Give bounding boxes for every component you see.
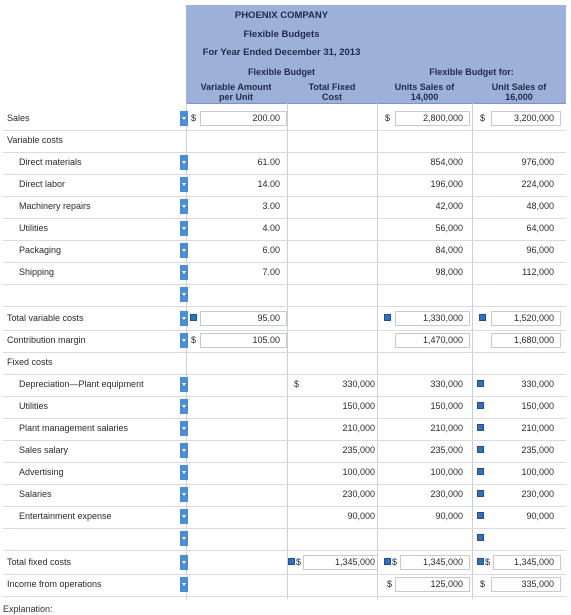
row-total-variable-costs [3, 308, 566, 331]
explanation-label: Explanation: [3, 604, 53, 614]
answer-marker-icon [477, 402, 484, 409]
dropdown-tab[interactable] [180, 531, 188, 546]
total-fixed-line1: Total Fixed [308, 82, 356, 92]
dropdown-tab[interactable] [180, 465, 188, 480]
row-machinery-repairs [3, 196, 566, 219]
dollar-sign: $ [387, 579, 393, 589]
row-label: Contribution margin [7, 335, 86, 345]
row-sales-salary [3, 440, 566, 463]
dropdown-tab[interactable] [180, 577, 188, 592]
row-entertainment-expense [3, 506, 566, 529]
row-blank [3, 528, 566, 551]
row-variable-costs-heading [3, 130, 566, 153]
units-16000-value: 210,000 [521, 423, 554, 433]
row-label: Machinery repairs [19, 201, 91, 211]
dropdown-tab[interactable] [180, 311, 188, 326]
row-advertising [3, 462, 566, 485]
row-label: Direct materials [19, 157, 82, 167]
row-depreciation [3, 374, 566, 397]
total-fixed-value: 1,345,000 [334, 557, 375, 567]
variable-amount-value: 105.00 [252, 335, 280, 345]
answer-marker-icon [384, 314, 391, 321]
row-label: Variable costs [7, 135, 63, 145]
row-fixed-costs-heading [3, 352, 566, 375]
variable-amount-value: 95.00 [257, 313, 280, 323]
row-utilities-variable [3, 218, 566, 241]
row-direct-materials [3, 152, 566, 175]
units-16000-line1: Unit Sales of [491, 82, 547, 92]
units-16000-value: 230,000 [521, 489, 554, 499]
row-label: Direct labor [19, 179, 66, 189]
row-salaries [3, 484, 566, 507]
report-title: Flexible Budgets [243, 29, 320, 40]
dollar-sign: $ [191, 335, 197, 345]
dollar-sign: $ [385, 113, 391, 123]
variable-amount-value: 3.00 [262, 201, 280, 211]
units-14000-line2: 14,000 [410, 92, 439, 102]
answer-marker-icon [477, 558, 484, 565]
units-16000-value: 1,520,000 [513, 313, 554, 323]
total-fixed-value: 90,000 [347, 511, 375, 521]
company-name: PHOENIX COMPANY [234, 10, 329, 21]
units-14000-value: 98,000 [435, 267, 463, 277]
row-blank [3, 284, 566, 307]
row-sales [3, 108, 566, 131]
answer-marker-icon [288, 558, 295, 565]
answer-marker-icon [477, 490, 484, 497]
units-16000-value: 150,000 [521, 401, 554, 411]
units-14000-value: 1,345,000 [422, 557, 463, 567]
row-label: Packaging [19, 245, 62, 255]
dropdown-tab[interactable] [180, 555, 188, 570]
dropdown-tab[interactable] [180, 265, 188, 280]
units-14000-value: 42,000 [435, 201, 463, 211]
units-16000-value: 48,000 [526, 201, 554, 211]
answer-marker-icon [477, 468, 484, 475]
answer-marker-icon [477, 534, 484, 541]
dollar-sign: $ [392, 557, 398, 567]
units-14000-value: 125,000 [430, 579, 463, 589]
dropdown-tab[interactable] [180, 199, 188, 214]
units-14000-value: 1,330,000 [422, 313, 463, 323]
variable-amount-line1: Variable Amount [200, 82, 272, 92]
dropdown-tab[interactable] [180, 399, 188, 414]
units-14000-value: 90,000 [435, 511, 463, 521]
variable-amount-value: 61.00 [257, 157, 280, 167]
total-fixed-line2: Cost [322, 92, 342, 102]
units-16000-value: 335,000 [521, 579, 554, 589]
col-variable-amount [186, 82, 286, 102]
dollar-sign: $ [480, 579, 486, 589]
dropdown-tab[interactable] [180, 243, 188, 258]
units-16000-value: 224,000 [521, 179, 554, 189]
answer-marker-icon [477, 446, 484, 453]
units-14000-value: 100,000 [430, 467, 463, 477]
units-14000-value: 150,000 [430, 401, 463, 411]
answer-marker-icon [384, 558, 391, 565]
row-label: Depreciation—Plant equipment [19, 379, 144, 389]
row-income-from-operations [3, 574, 566, 597]
dollar-sign: $ [294, 379, 300, 389]
row-label: Utilities [19, 401, 49, 411]
dropdown-tab[interactable] [180, 155, 188, 170]
answer-marker-icon [477, 512, 484, 519]
variable-amount-value: 14.00 [257, 179, 280, 189]
total-fixed-value: 150,000 [342, 401, 375, 411]
col-total-fixed [287, 82, 377, 102]
row-shipping [3, 262, 566, 285]
dropdown-tab[interactable] [180, 487, 188, 502]
row-label: Sales [7, 113, 30, 123]
row-label: Entertainment expense [19, 511, 112, 521]
dropdown-tab[interactable] [180, 333, 188, 348]
dollar-sign: $ [485, 557, 491, 567]
units-16000-value: 1,680,000 [513, 335, 554, 345]
variable-amount-value: 6.00 [262, 245, 280, 255]
row-label: Total fixed costs [7, 557, 72, 567]
dropdown-tab[interactable] [180, 443, 188, 458]
row-label: Advertising [19, 467, 64, 477]
answer-marker-icon [477, 424, 484, 431]
dropdown-tab[interactable] [180, 221, 188, 236]
row-label: Plant management salaries [19, 423, 129, 433]
row-label: Sales salary [19, 445, 69, 455]
units-14000-value: 330,000 [430, 379, 463, 389]
units-16000-value: 64,000 [526, 223, 554, 233]
dropdown-tab[interactable] [180, 177, 188, 192]
row-contribution-margin [3, 330, 566, 353]
units-14000-value: 56,000 [435, 223, 463, 233]
row-label: Shipping [19, 267, 55, 277]
units-16000-value: 96,000 [526, 245, 554, 255]
units-14000-value: 210,000 [430, 423, 463, 433]
units-16000-value: 112,000 [522, 267, 554, 277]
dollar-sign: $ [191, 113, 197, 123]
answer-marker-icon [190, 314, 197, 321]
total-fixed-value: 330,000 [342, 379, 375, 389]
variable-amount-value: 4.00 [262, 223, 280, 233]
answer-marker-icon [479, 314, 486, 321]
units-16000-value: 1,345,000 [513, 557, 554, 567]
units-16000-value: 330,000 [521, 379, 554, 389]
row-plant-management-salaries [3, 418, 566, 441]
row-direct-labor [3, 174, 566, 197]
row-utilities-fixed [3, 396, 566, 419]
units-14000-value: 1,470,000 [422, 335, 463, 345]
dropdown-tab[interactable] [180, 111, 188, 126]
units-14000-value: 84,000 [435, 245, 463, 255]
total-fixed-value: 235,000 [342, 445, 375, 455]
units-16000-line2: 16,000 [505, 92, 533, 102]
units-14000-value: 854,000 [430, 157, 463, 167]
total-fixed-value: 100,000 [342, 467, 375, 477]
dollar-sign: $ [480, 113, 486, 123]
units-14000-value: 2,800,000 [422, 113, 463, 123]
units-16000-value: 3,200,000 [513, 113, 554, 123]
variable-amount-value: 200.00 [252, 113, 280, 123]
dropdown-tab[interactable] [180, 421, 188, 436]
answer-marker-icon [477, 380, 484, 387]
row-label: Total variable costs [7, 313, 84, 323]
row-total-fixed-costs [3, 552, 566, 575]
dropdown-tab[interactable] [180, 509, 188, 524]
dropdown-tab[interactable] [180, 377, 188, 392]
row-label: Income from operations [7, 579, 102, 589]
row-label: Utilities [19, 223, 49, 233]
flexible-budget-heading: Flexible Budget [247, 67, 315, 77]
row-label: Fixed costs [7, 357, 53, 367]
units-14000-value: 230,000 [430, 489, 463, 499]
variable-amount-value: 7.00 [262, 267, 280, 277]
units-16000-value: 976,000 [521, 157, 554, 167]
units-16000-value: 90,000 [526, 511, 554, 521]
col-units-16000 [472, 82, 566, 102]
col-units-14000 [377, 82, 472, 102]
dropdown-tab[interactable] [180, 287, 188, 302]
units-16000-value: 100,000 [521, 467, 554, 477]
flexible-budget-for-heading: Flexible Budget for: [429, 67, 514, 77]
units-14000-value: 196,000 [430, 179, 463, 189]
report-period: For Year Ended December 31, 2013 [202, 47, 361, 58]
variable-amount-line2: per Unit [218, 92, 253, 102]
units-14000-line1: Units Sales of [394, 82, 455, 92]
row-label: Salaries [19, 489, 52, 499]
total-fixed-value: 230,000 [342, 489, 375, 499]
units-14000-value: 235,000 [430, 445, 463, 455]
row-packaging [3, 240, 566, 263]
total-fixed-value: 210,000 [342, 423, 375, 433]
units-16000-value: 235,000 [521, 445, 554, 455]
dollar-sign: $ [296, 557, 302, 567]
